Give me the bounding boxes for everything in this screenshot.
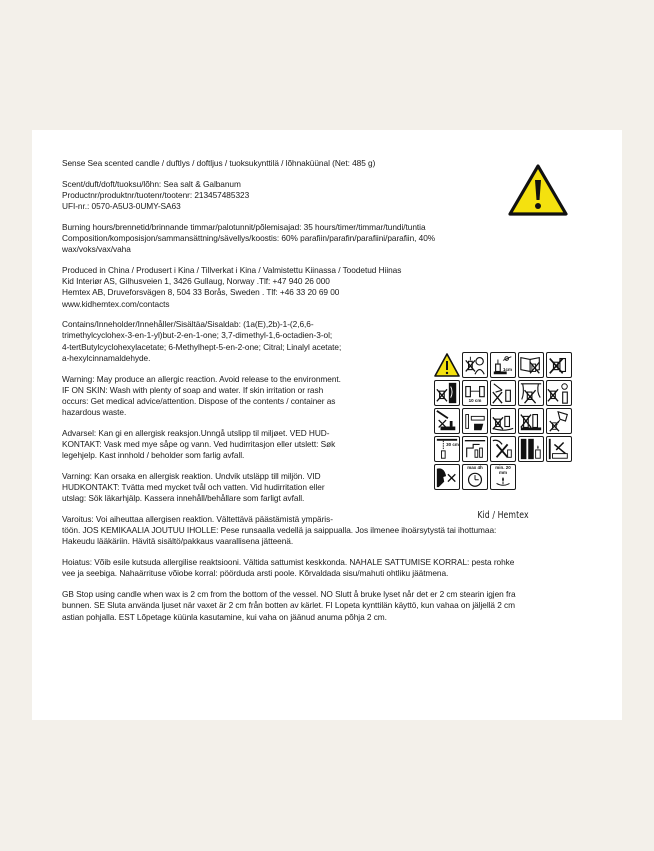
warning-ee-line: vee ja seebiga. Nahaärrituse võiobe korral: pöörduda arsti poole. Kõrvaldada sisu/mahuti ohtliku jäätmena.	[62, 568, 449, 579]
no-draught-icon	[434, 380, 460, 406]
produced-in-line: Produced in China / Produsert i Kina / Tillverkat i Kina / Valmistettu Kiinassa / Toodetud Hiinas	[62, 264, 402, 275]
picto-label: 1cm	[502, 367, 512, 372]
contains-line: 4-tertButylcyclohexylacetate; 6-Methylhept-5-en-2-one; Citral; Linalyl acetate;	[62, 341, 342, 352]
warning-fi-block	[62, 514, 516, 548]
composition-line-2: wax/voks/vax/vaha	[62, 244, 131, 255]
no-flammable-near-icon	[518, 352, 544, 378]
max-burn-4h-icon	[462, 464, 488, 490]
company-sweden-line: Hemtex AB, Druveforsvägen 8, 504 33 Borås, Sweden . Tlf: +46 33 20 69 00	[62, 287, 340, 298]
picto-label: 30 cm	[446, 442, 459, 447]
picto-label: 10 cm	[468, 398, 482, 403]
brand-label: Kid / Hemtex	[477, 510, 529, 521]
manufacturer-block	[62, 265, 516, 310]
warning-se-line: HUDKONTAKT: Tvätta med mycket tvål och vatten. Vid hudirritation eller	[62, 482, 325, 493]
no-pets-near-icon	[546, 352, 572, 378]
trim-wick-1cm-icon	[490, 352, 516, 378]
picto-label: min. 20 mm	[495, 465, 511, 475]
warning-en-line: hazardous waste.	[62, 407, 127, 418]
no-shelf-above-icon	[434, 408, 460, 434]
no-heat-source-icon	[546, 380, 572, 406]
warning-no-line: Advarsel: Kan gi en allergisk reaksjon.Unngå utslipp til miljøet. VED HUD-	[62, 427, 330, 438]
stop-use-line: bunnen. SE Sluta använda ljuset när vaxet är 2 cm från botten av kärlet. FI Lopeta kynttilän käyttö, kun vahaa on jäljellä 2 cm	[62, 600, 516, 611]
product-title: Sense Sea scented candle / duftlys / doftljus / tuoksukynttilä / lõhnaküünal (Net: 485 g)	[62, 158, 376, 168]
warning-fi-line: Hakeudu lääkäriin. Hävitä sisältö/pakkaus vaarallisena jätteenä.	[62, 536, 294, 547]
product-number-line: Productnr/produktnr/tuotenr/tootenr: 213457485323	[62, 189, 250, 200]
warning-ee-block	[62, 557, 516, 579]
product-info-block	[62, 179, 516, 213]
no-unattended-icon	[490, 408, 516, 434]
picto-label: max 4h	[467, 465, 483, 470]
stop-use-line: astian pohjalla. EST Lõpetage küünla kasutamine, kui vaha on jäänud anuma põhja 2 cm.	[62, 611, 387, 622]
clearance-icon	[462, 436, 488, 462]
no-water-extinguish-icon	[546, 408, 572, 434]
no-moving-icon	[490, 436, 516, 462]
heat-resistant-surface-icon	[462, 408, 488, 434]
warning-en-line: IF ON SKIN: Wash with plenty of soap and water. If skin irritation or rash	[62, 384, 324, 395]
warning-no-line: KONTAKT: Vask med mye såpe og vann. Ved hudirritasjon eller utslett: Søk	[62, 439, 336, 450]
distance-10cm-icon	[462, 380, 488, 406]
keep-away-from-children-icon	[462, 352, 488, 378]
composition-line-1: Composition/komposisjon/sammansättning/sävellys/koostis: 60% parafiin/parafin/parafiini/parafiin, 40%	[62, 233, 436, 244]
warning-se-line: utslag: Sök läkarhjälp. Kassera innehåll/behållare som farligt avfall.	[62, 493, 305, 504]
product-title-block	[62, 158, 516, 169]
warning-ee-line: Hoiatus: Võib esile kutsuda allergilise reaktsiooni. Vältida sattumist keskkonda. NAHALE SATTUMISE KORRAL: pesta rohke	[62, 557, 515, 568]
safety-pictogram-grid	[434, 352, 572, 490]
min-wax-20mm-icon	[490, 464, 516, 490]
warning-triangle-icon	[434, 352, 460, 378]
shelf-distance-30cm-icon	[434, 436, 460, 462]
burn-composition-block	[62, 222, 516, 256]
contains-line: a-hexylcinnamaldehyde.	[62, 352, 151, 363]
burning-hours-line: Burning hours/brennetid/brinnande timmar/palotunnit/põlemisajad: 35 hours/timer/timmar/tundi/tuntia	[62, 221, 426, 232]
warning-se-line: Varning: Kan orsaka en allergisk reaktion. Undvik utsläpp till miljön. VID	[62, 470, 321, 481]
warning-en-line: occurs: Get medical advice/attention. Dispose of the contents / container as	[62, 395, 336, 406]
no-tipped-icon	[518, 408, 544, 434]
warning-en-line: Warning: May produce an allergic reaction. Avoid release to the environment.	[62, 373, 341, 384]
stop-use-line: GB Stop using candle when wax is 2 cm from the bottom of the vessel. NO Slutt å bruke lyset når det er 2 cm stearin igjen fra	[62, 589, 516, 600]
no-blowing-out-icon	[434, 464, 460, 490]
ufi-line: UFI-nr.: 0570-A5U3-0UMY-SA63	[62, 201, 181, 212]
warning-fi-line: töön. JOS KEMIKAALIA JOUTUU IHOLLE: Pese runsaalla vedellä ja saippualla. Jos ilmenee ihoärsytystä tai ihottumaa:	[62, 525, 497, 536]
no-fan-icon	[490, 380, 516, 406]
company-norway-line: Kid Interiør AS, Gilhusveien 1, 3426 Gullaug, Norway .Tlf: +47 940 26 000	[62, 276, 330, 287]
contains-line: Contains/Inneholder/Innehåller/Sisältäa/Sisaldab: (1a(E),2b)-1-(2,6,6-	[62, 319, 314, 330]
no-blowing-icon	[546, 436, 572, 462]
contains-line: trimethylcyclohex-3-en-1-yl)but-2-en-1-one; 3,7-dimethyl-1,6-octadien-3-ol;	[62, 330, 333, 341]
no-curtains-icon	[518, 380, 544, 406]
website-link[interactable]: www.kidhemtex.com/contacts	[62, 298, 170, 309]
scent-line: Scent/duft/doft/tuoksu/lõhn: Sea salt & Galbanum	[62, 178, 241, 189]
product-label-card	[32, 130, 622, 720]
no-window-draught-icon	[518, 436, 544, 462]
warning-no-line: legehjelp. Kast innhold / beholder som farlig avfall.	[62, 450, 245, 461]
stop-use-block	[62, 589, 516, 623]
warning-fi-line: Varoitus: Voi aiheuttaa allergisen reaktion. Vältettävä päästämistä ympäris-	[62, 514, 333, 525]
warning-triangle-icon	[508, 164, 568, 216]
